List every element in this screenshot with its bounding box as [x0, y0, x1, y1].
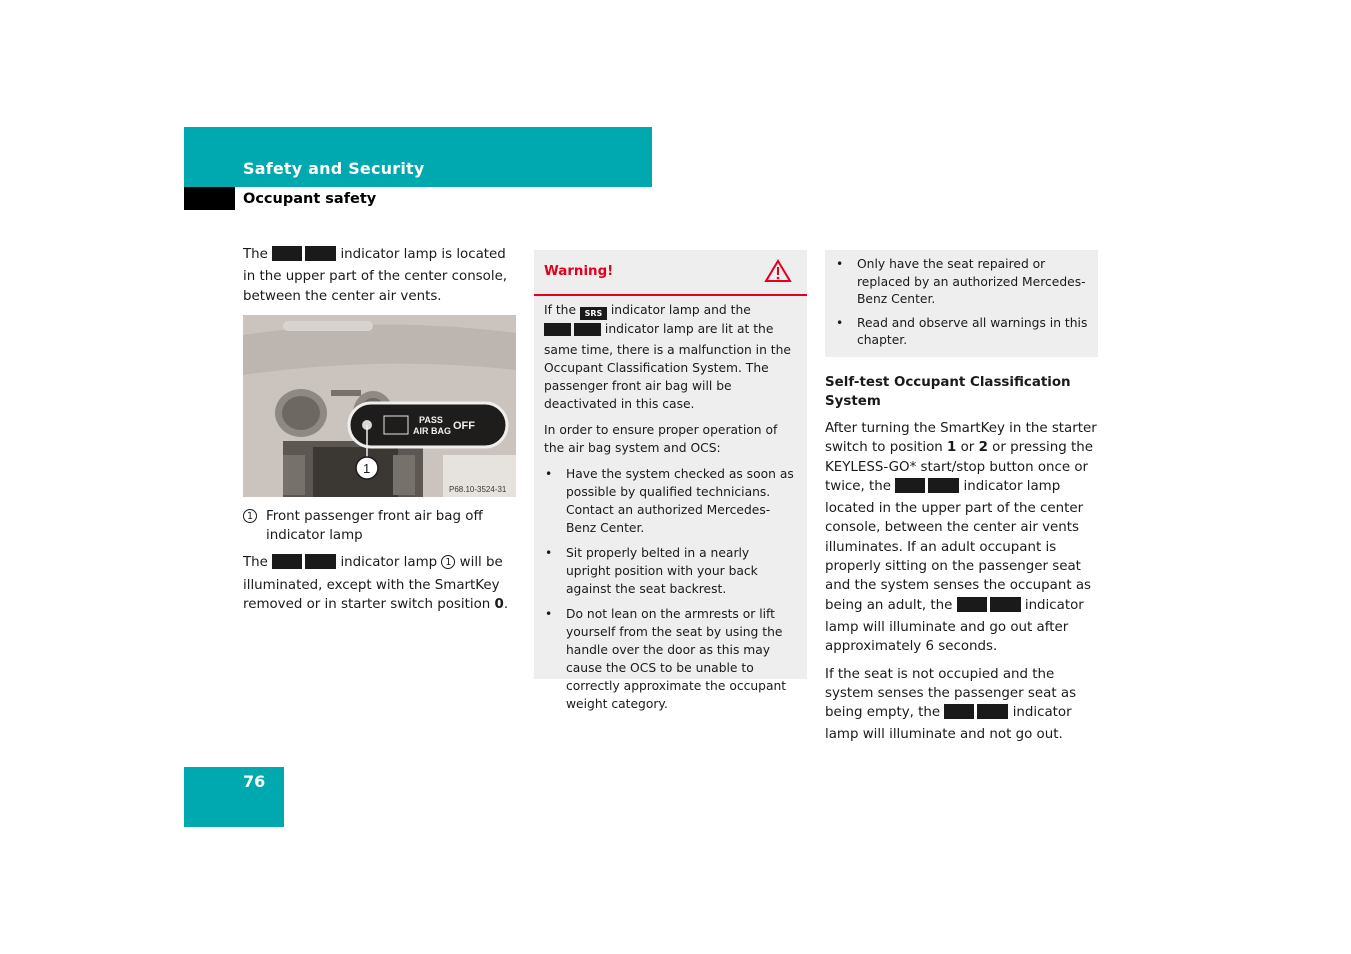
photo-off-label: OFF: [453, 419, 475, 432]
pass-airbag-off-icon: [305, 554, 336, 569]
pass-airbag-off-icon: [574, 323, 601, 336]
text-run: The: [243, 247, 268, 262]
seat-airbag-icon: [544, 323, 571, 336]
pass-airbag-off-icon: [977, 704, 1008, 719]
list-item: • Have the system checked as soon as possible by qualified technicians. Contact an authorized Mercedes-Benz Center.: [545, 467, 794, 535]
text-run: or: [960, 440, 975, 456]
pass-airbag-off-indicator: [944, 704, 1008, 725]
pass-airbag-off-icon: [990, 597, 1021, 612]
pass-airbag-off-indicator: [272, 246, 336, 267]
switch-position: 1: [947, 440, 957, 456]
column-left: [243, 245, 518, 614]
subsection-marker: [184, 187, 235, 210]
warning-header: [534, 250, 807, 296]
text-run: indicator lamp are lit at the same time, there is a malfunction in the Occupant Classification System. The passenger front air bag will be deactivated in this case.: [544, 322, 791, 411]
photo-airbag-label: AIR BAG: [413, 425, 451, 436]
text-run: Have the system checked as soon as possible by qualified technicians. Contact an authorized Mercedes-Benz Center.: [566, 467, 794, 535]
subsection-title: Occupant safety: [243, 191, 377, 207]
list-item: • Do not lean on the armrests or lift yourself from the seat by using the handle over the door as this may cause the OCS to be unable to correctly approximate the occupant weight category.: [545, 607, 787, 711]
empty-seat-paragraph: [825, 665, 1098, 745]
pass-airbag-off-indicator: [895, 478, 959, 499]
page-number-band: [184, 767, 284, 827]
intro-paragraph: [243, 245, 518, 306]
warning-title: Warning!: [544, 264, 614, 279]
text-run: indicator lamp located in the upper part of the center console, between the center air vents illuminates. If an adult occupant is properly sitting on the passenger seat and the system senses the occupant as being an adult, the: [825, 478, 1092, 613]
seat-airbag-icon: [957, 597, 987, 612]
seat-airbag-icon: [272, 554, 302, 569]
callout-marker: 1: [243, 509, 257, 523]
caption-text: Front passenger front air bag off indicator lamp: [266, 508, 483, 544]
pass-airbag-off-icon: [928, 478, 959, 493]
warning-paragraph: In order to ensure proper operation of the air bag system and OCS:: [544, 423, 778, 455]
page-number: 76: [243, 772, 266, 791]
section-title: Safety and Security: [243, 159, 425, 178]
self-test-heading: Self-test Occupant Classification System: [825, 374, 1071, 409]
text-run: indicator lamp is located in the upper part of the center console, between the center air vents.: [243, 247, 508, 304]
text-run: Only have the seat repaired or replaced by an authorized Mercedes-Benz Center.: [857, 257, 1086, 307]
header-band: [184, 127, 652, 187]
text-run: The: [243, 555, 268, 571]
pass-airbag-off-indicator: [957, 597, 1021, 618]
illumination-paragraph: [243, 553, 518, 614]
photo-callout-number: 1: [363, 460, 371, 476]
switch-position: 2: [978, 440, 988, 456]
warning-paragraph: [544, 301, 797, 413]
photo-code: P68.10-3524-31: [449, 484, 507, 494]
warning-bullets: [835, 256, 1088, 350]
text-run: Do not lean on the armrests or lift yourself from the seat by using the handle over the door as this may cause the OCS to be unable to correctly approximate the occupant weight category.: [566, 607, 787, 711]
text-run: Sit properly belted in a nearly upright position with your back against the seat backrest.: [566, 546, 758, 596]
seat-airbag-icon: [272, 246, 302, 261]
callout-marker: 1: [441, 555, 455, 569]
pass-airbag-off-indicator: [272, 554, 336, 575]
text-run: If the: [544, 303, 577, 317]
srs-icon: SRS: [580, 307, 607, 320]
text-run: indicator lamp: [340, 555, 438, 571]
text-run: indicator lamp will illuminate and not go out.: [825, 705, 1072, 743]
warning-continuation-box: [825, 250, 1098, 357]
seat-airbag-icon: [944, 704, 974, 719]
warning-body: [534, 296, 807, 713]
warning-box: [534, 250, 807, 711]
text-run: .: [503, 597, 509, 613]
text-run: Read and observe all warnings in this chapter.: [857, 315, 1088, 348]
list-item: • Sit properly belted in a nearly upright position with your back against the seat backrest.: [545, 546, 758, 596]
column-right: [825, 250, 1098, 753]
warning-bullets: [544, 465, 797, 713]
switch-position: 0: [494, 597, 504, 613]
list-item: • Read and observe all warnings in this chapter.: [836, 315, 1088, 348]
warning-triangle-icon: [764, 259, 792, 288]
text-run: If the seat is not occupied and the system senses the passenger seat as being empty, the: [825, 666, 1077, 721]
pass-airbag-off-indicator: [544, 323, 601, 341]
text-run: After turning the SmartKey in the starter switch to position: [825, 420, 1097, 456]
photo-pass-label: PASS: [419, 414, 443, 425]
dashboard-photo: [243, 315, 516, 497]
figure-caption: [243, 507, 518, 546]
self-test-paragraph: [825, 419, 1098, 657]
text-run: indicator lamp and the: [610, 303, 751, 317]
seat-airbag-icon: [895, 478, 925, 493]
text-run: indicator lamp will illuminate and go out after approximately 6 seconds.: [825, 597, 1084, 655]
pass-airbag-off-icon: [305, 246, 336, 261]
list-item: • Only have the seat repaired or replaced by an authorized Mercedes-Benz Center.: [836, 257, 1086, 307]
text-run: will be illuminated, except with the SmartKey removed or in starter switch position: [243, 555, 503, 613]
text-run: or pressing the KEYLESS-GO* start/stop button once or twice, the: [825, 440, 1093, 494]
